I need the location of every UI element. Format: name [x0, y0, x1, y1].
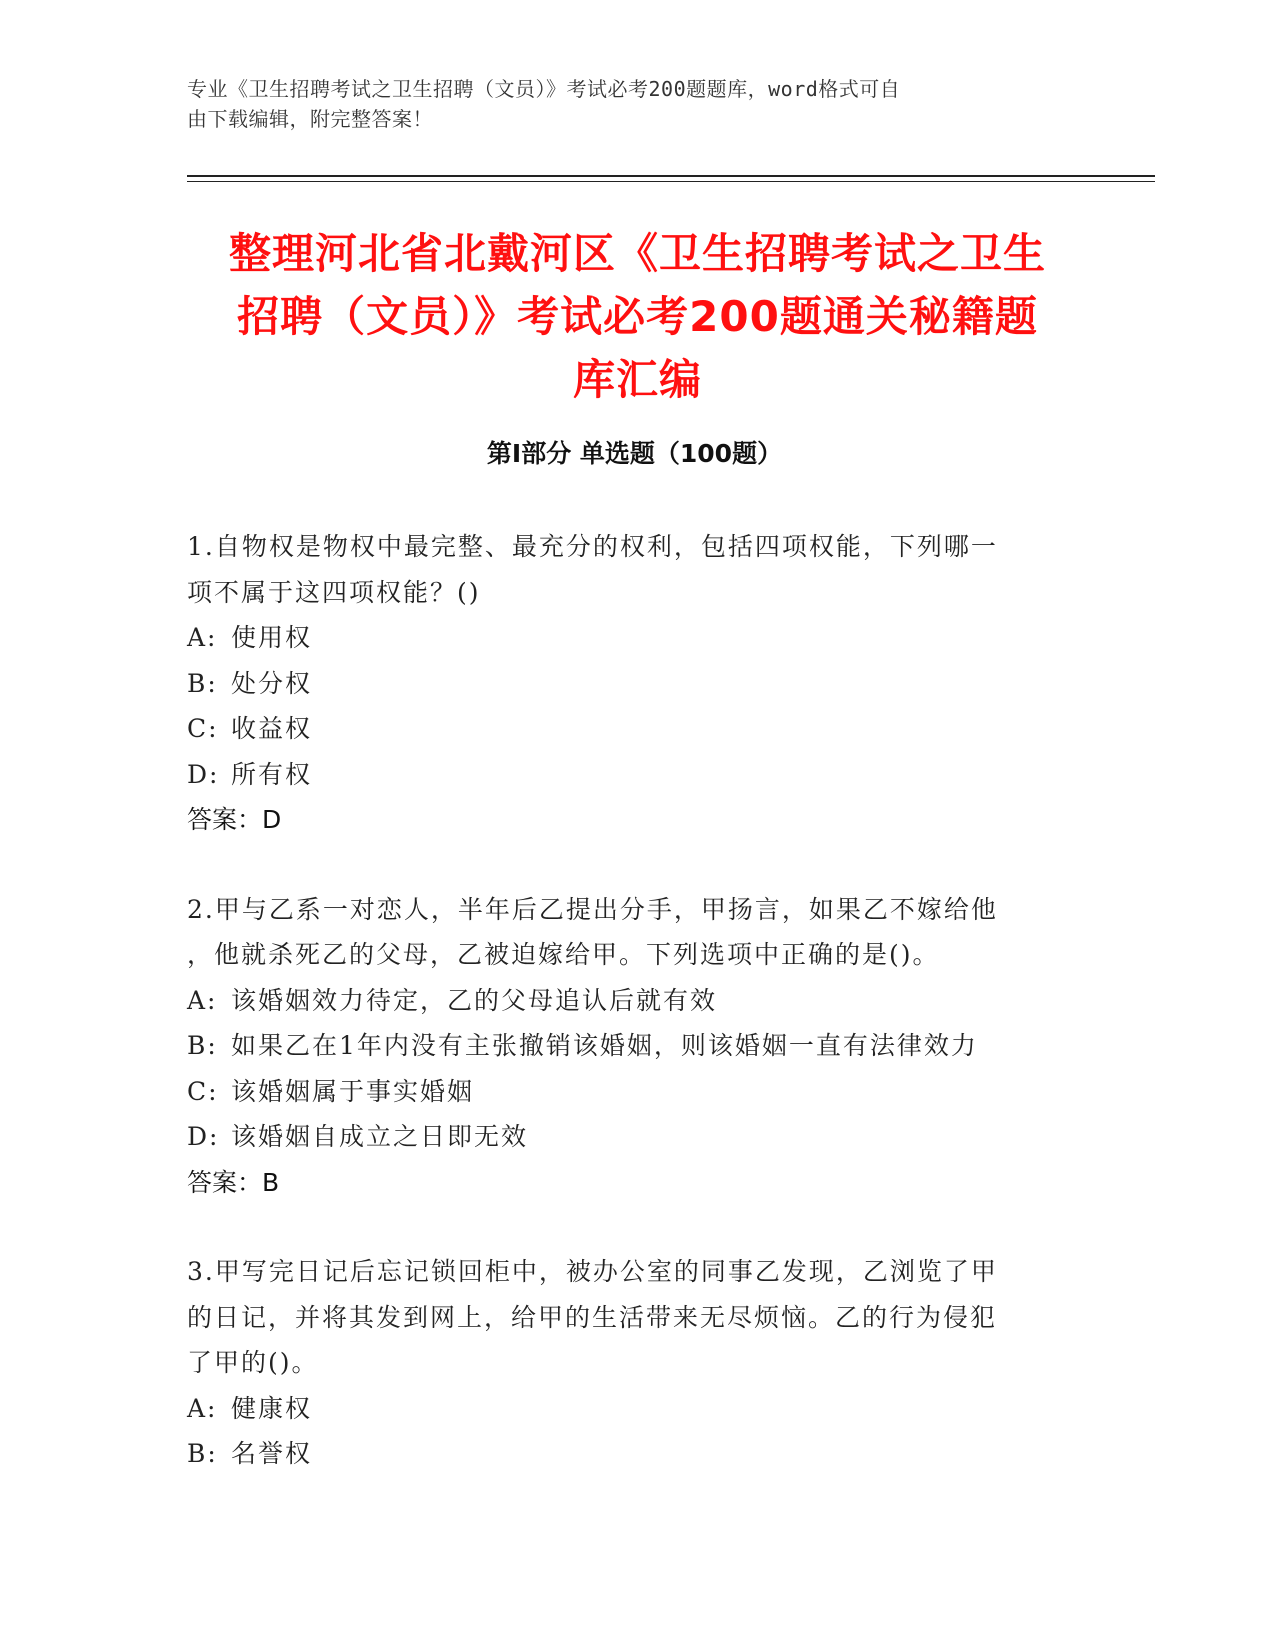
header-note: [187, 74, 1067, 134]
question-list: [187, 524, 1067, 1521]
option-letter: D:: [187, 759, 220, 789]
option-a: [187, 978, 1067, 1024]
option-text: 使用权: [231, 623, 313, 652]
option-letter: A:: [187, 1393, 218, 1423]
question-text-line: 2.甲与乙系一对恋人，半年后乙提出分手，甲扬言，如果乙不嫁给他: [187, 894, 998, 924]
option-text: 该婚姻效力待定，乙的父母追认后就有效: [231, 985, 718, 1015]
header-note-line-1: 专业《卫生招聘考试之卫生招聘（文员）》考试必考200题题库，word格式可自: [187, 77, 901, 101]
option-letter: D:: [187, 1122, 220, 1151]
option-letter: B:: [187, 668, 218, 698]
answer-line: 答案：B: [187, 1167, 280, 1197]
option-b: [187, 1431, 1067, 1477]
question-2: [187, 887, 1067, 1206]
option-text: 该婚姻自成立之日即无效: [231, 1122, 529, 1151]
option-d: [187, 1114, 1067, 1160]
document-title: [190, 222, 1085, 411]
question-text-line: 了甲的()。: [187, 1348, 319, 1377]
option-c: [187, 706, 1067, 752]
option-text: 该婚姻属于事实婚姻: [231, 1076, 475, 1106]
option-text: 健康权: [231, 1393, 313, 1423]
option-text: 处分权: [231, 668, 313, 698]
option-text: 所有权: [231, 759, 313, 789]
option-letter: B:: [187, 1031, 218, 1060]
question-text-line: 的日记，并将其发到网上，给甲的生活带来无尽烦恼。乙的行为侵犯: [187, 1302, 998, 1332]
question-3: [187, 1249, 1067, 1477]
option-b: [187, 1023, 1067, 1069]
option-a: [187, 1386, 1067, 1432]
title-line-2: 招聘（文员）》考试必考200题通关秘籍题: [237, 292, 1038, 341]
header-note-line-2: 由下载编辑，附完整答案！: [187, 107, 433, 131]
option-text: 如果乙在1年内没有主张撤销该婚姻，则该婚姻一直有法律效力: [231, 1031, 978, 1060]
title-line-3: 库汇编: [572, 355, 702, 404]
option-c: [187, 1069, 1067, 1115]
option-a: [187, 615, 1067, 661]
section-heading: 第Ⅰ部分 单选题（100题）: [486, 439, 783, 468]
header-divider-thin: [187, 181, 1155, 182]
question-text-line: 项不属于这四项权能？(): [187, 577, 481, 607]
option-letter: C:: [187, 1076, 219, 1106]
option-b: [187, 661, 1067, 707]
question-text-line: 3.甲写完日记后忘记锁回柜中，被办公室的同事乙发现，乙浏览了甲: [187, 1257, 998, 1286]
question-1: [187, 524, 1067, 843]
option-text: 收益权: [231, 714, 313, 743]
answer-line: 答案：D: [187, 805, 282, 834]
option-d: [187, 752, 1067, 798]
question-text-line: 1.自物权是物权中最完整、最充分的权利，包括四项权能，下列哪一: [187, 532, 998, 561]
option-letter: A:: [187, 985, 218, 1015]
option-letter: B:: [187, 1439, 218, 1468]
option-text: 名誉权: [231, 1439, 313, 1468]
title-line-1: 整理河北省北戴河区《卫生招聘考试之卫生: [228, 229, 1046, 278]
option-letter: C:: [187, 714, 219, 743]
option-letter: A:: [187, 623, 218, 652]
header-divider-thick: [187, 175, 1155, 177]
question-text-line: ，他就杀死乙的父母，乙被迫嫁给甲。下列选项中正确的是()。: [187, 940, 940, 969]
